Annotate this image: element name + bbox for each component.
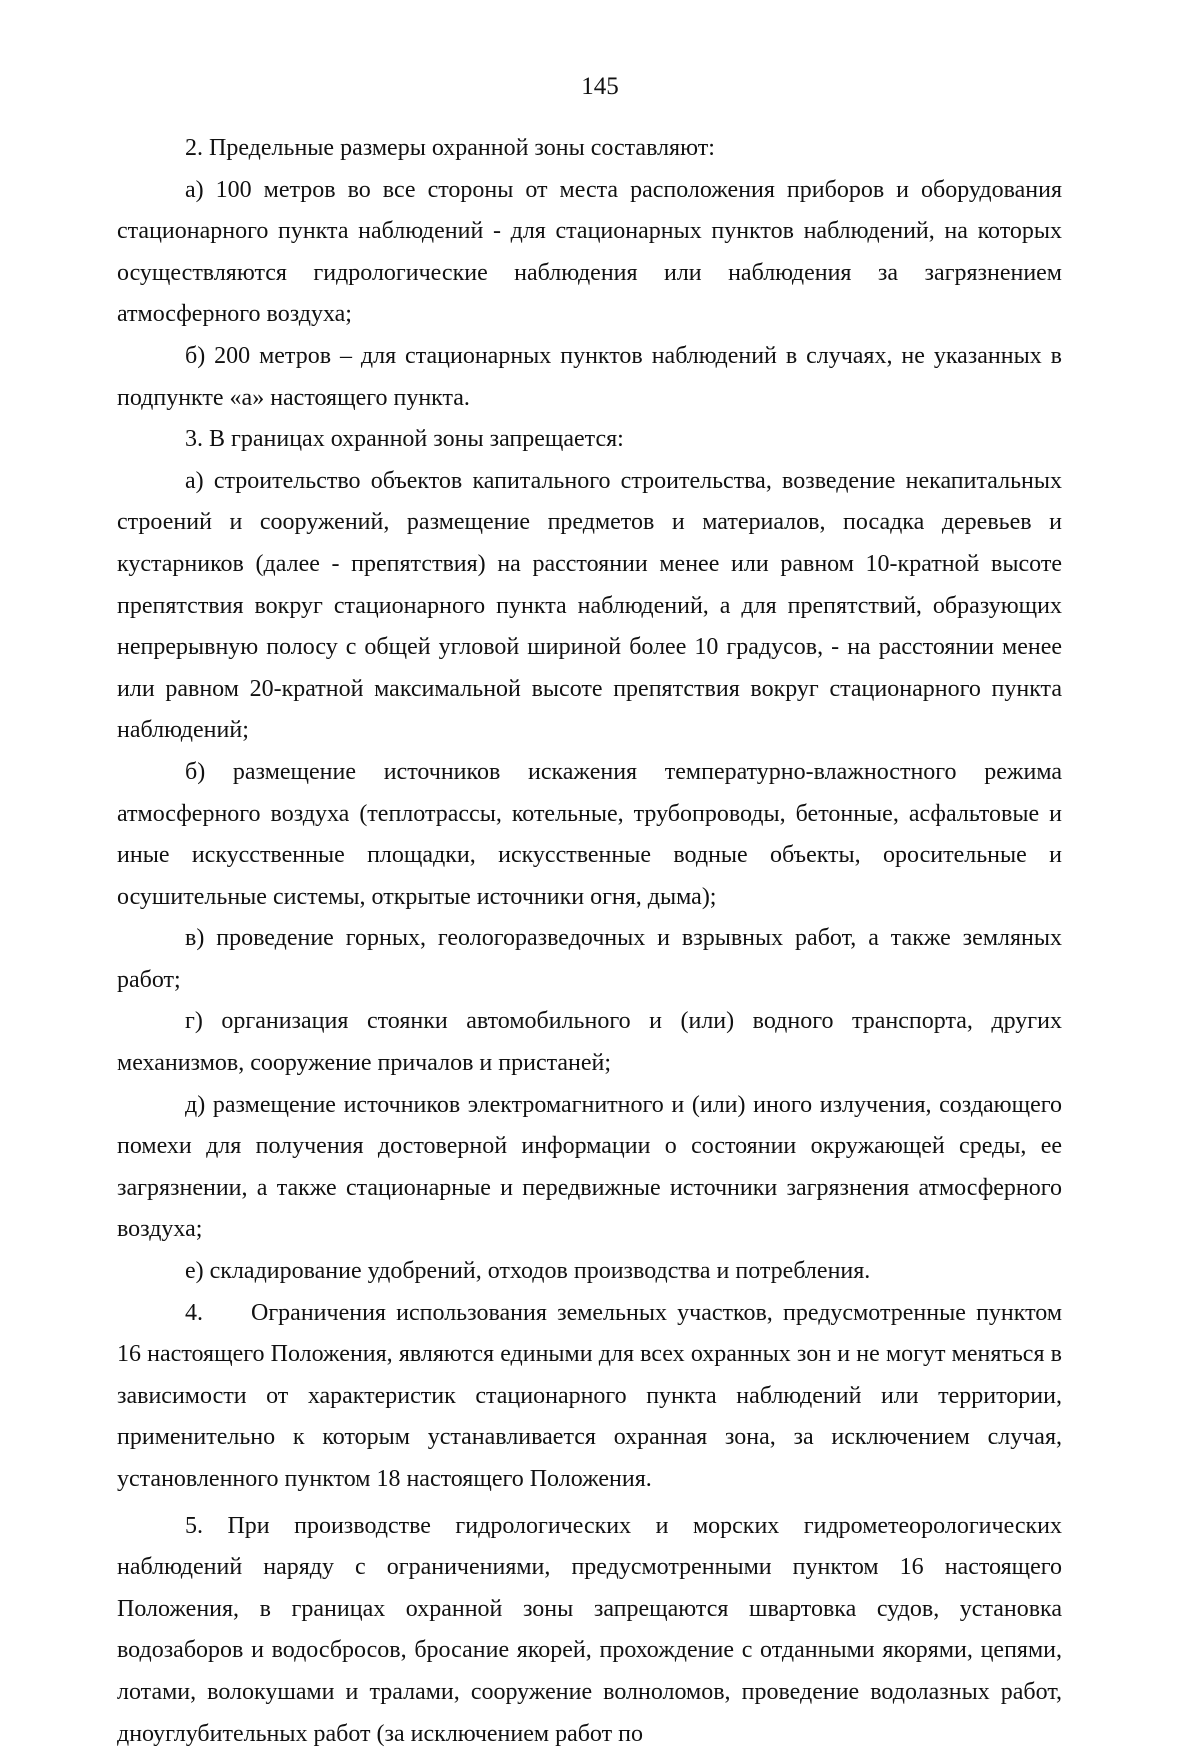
paragraph-4 <box>117 1293 1062 1501</box>
paragraph-3-e: е) складирование удобрений, отходов производства и потребления. <box>185 1258 871 1285</box>
paragraph-3-a: а) строительство объектов капитального строительства, возведение некапитальных строений и сооружений, размещение предметов и материалов, посадка деревьев и кустарников (далее - препятствия) на расстоянии менее или равном 10-кратной высоте препятствия вокруг стационарного пункта наблюдений, а для препятствий, образующих непрерывную полосу с общей угловой шириной более 10 градусов, - на расстоянии менее или равном 20-кратной максимальной высоте препятствия вокруг стационарного пункта наблюдений; <box>117 467 1062 744</box>
page-number: 145 <box>581 73 619 100</box>
paragraph-3-g: г) организация стоянки автомобильного и (или) водного транспорта, других механизмов, сооружение причалов и пристаней; <box>117 1008 1062 1077</box>
paragraph-4-text: Ограничения использования земельных участков, предусмотренные пунктом 16 настоящего Положения, являются едиными для всех охранных зон и не могут меняться в зависимости от характеристик стационарного пункта наблюдений или территории, применительно к которым устанавливается охранная зона, за исключением случая, установленного пунктом 18 настоящего Положения. <box>117 1299 1062 1492</box>
document-body <box>117 128 1062 1755</box>
paragraph-2: 2. Предельные размеры охранной зоны составляют: <box>185 135 715 161</box>
paragraph-3-b: б) размещение источников искажения температурно-влажностного режима атмосферного воздуха (теплотрассы, котельные, трубопроводы, бетонные, асфальтовые и иные искусственные площадки, искусственные водные объекты, оросительные и осушительные системы, открытые источники огня, дыма); <box>117 758 1062 910</box>
paragraph-3: 3. В границах охранной зоны запрещается: <box>185 426 624 453</box>
paragraph-4-number: 4. <box>185 1299 203 1326</box>
paragraph-3-d: д) размещение источников электромагнитного и (или) иного излучения, создающего помехи для получения достоверной информации о состоянии окружающей среды, ее загрязнении, а также стационарные и передвижные источники загрязнения атмосферного воздуха; <box>117 1091 1062 1243</box>
paragraph-2-b: б) 200 метров – для стационарных пунктов наблюдений в случаях, не указанных в подпункте «а» настоящего пункта. <box>117 342 1062 411</box>
paragraph-2-a: а) 100 метров во все стороны от места расположения приборов и оборудования стационарного пункта наблюдений - для стационарных пунктов наблюдений, на которых осуществляются гидрологические наблюдения или наблюдения за загрязнением атмосферного воздуха; <box>117 176 1062 328</box>
paragraph-5: 5. При производстве гидрологических и морских гидрометеорологических наблюдений наряду с ограничениями, предусмотренными пунктом 16 настоящего Положения, в границах охранной зоны запрещаются швартовка судов, установка водозаборов и водосбросов, бросание якорей, прохождение с отданными якорями, цепями, лотами, волокушами и тралами, сооружение волноломов, проведение водолазных работ, дноуглубительных работ (за исключением работ по <box>117 1512 1062 1747</box>
paragraph-3-v: в) проведение горных, геологоразведочных и взрывных работ, а также земляных работ; <box>117 925 1062 993</box>
